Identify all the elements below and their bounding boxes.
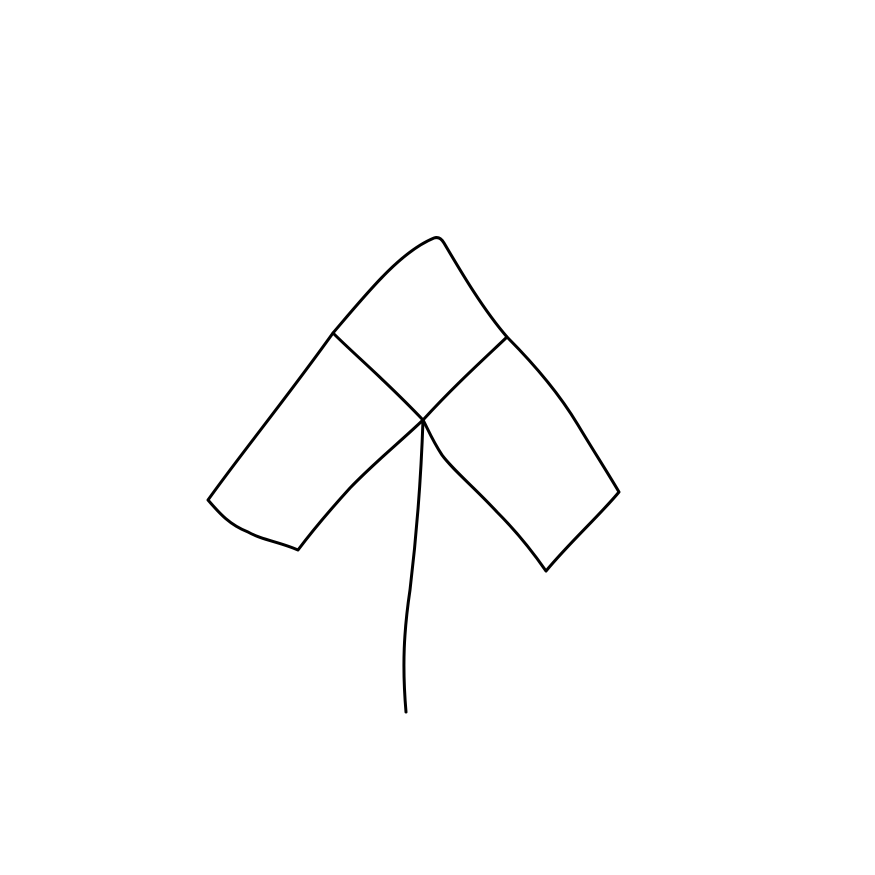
arrow-shaft	[404, 420, 423, 712]
left-divider-line	[333, 333, 423, 420]
right-divider-line	[423, 337, 507, 420]
arrow-head-outline	[208, 238, 619, 571]
